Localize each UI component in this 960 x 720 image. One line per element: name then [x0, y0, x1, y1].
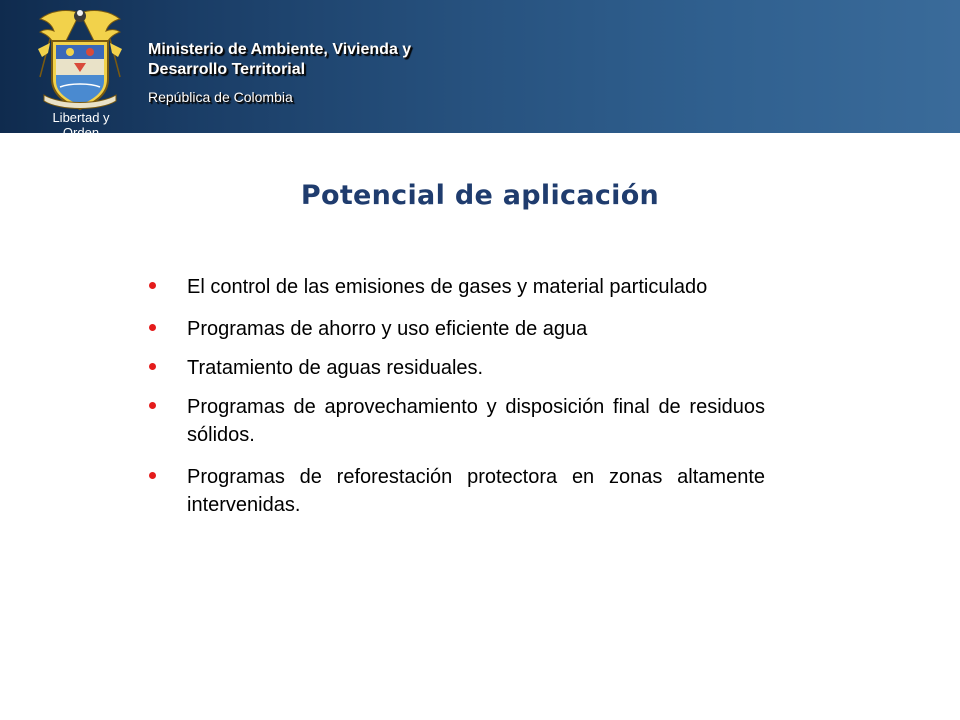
bullet-text: Tratamiento de aguas residuales. [187, 357, 484, 379]
bullet-item [145, 463, 765, 519]
bullet-dot-icon [149, 363, 156, 370]
republic-name: República de Colombia [148, 89, 293, 105]
slide-header [0, 0, 960, 140]
bullet-list [145, 273, 765, 519]
bullet-item [145, 393, 765, 449]
bullet-item [145, 354, 765, 382]
bullet-dot-icon [149, 324, 156, 331]
bullet-dot-icon [149, 282, 156, 289]
ministry-name [148, 40, 488, 80]
bullet-text: Programas de reforestación protectora en zonas altamente intervenidas. [187, 466, 765, 516]
bullet-item [145, 273, 765, 301]
bullet-text: Programas de ahorro y uso eficiente de agua [187, 318, 588, 340]
bullet-item [145, 315, 765, 343]
emblem-motto: Libertad y Orden [52, 110, 110, 140]
ministry-line-1: Ministerio de Ambiente, Vivienda y [148, 41, 412, 58]
ministry-line-2: Desarrollo Territorial [148, 61, 306, 78]
bullet-text: El control de las emisiones de gases y material particulado [187, 276, 708, 298]
bullet-text: Programas de aprovechamiento y disposición final de residuos sólidos. [187, 396, 765, 446]
bullet-dot-icon [149, 402, 156, 409]
slide-title: Potencial de aplicación [300, 180, 660, 211]
bullet-dot-icon [149, 472, 156, 479]
